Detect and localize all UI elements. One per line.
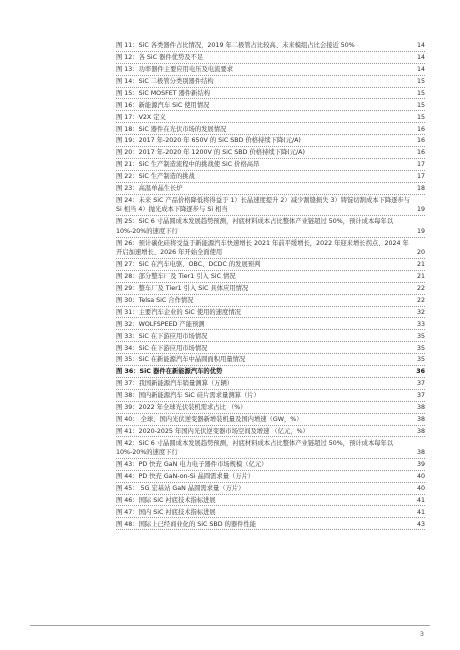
toc-entry[interactable] — [116, 483, 425, 495]
toc-entry[interactable] — [116, 123, 425, 135]
toc-entry[interactable] — [116, 378, 425, 390]
toc-entry-title: 图 46：国际 SiC 衬底技术指标进展 — [116, 496, 216, 504]
toc-entry[interactable] — [116, 259, 425, 271]
toc-entry-page: 15 — [416, 89, 425, 97]
toc-entry-page: 41 — [416, 508, 425, 516]
toc-entry-page: 41 — [416, 496, 425, 504]
toc-entry-page: 15 — [416, 113, 425, 121]
toc-entry-page: 14 — [416, 54, 425, 62]
toc-entry-page: 37 — [416, 392, 425, 400]
toc-entry-page: 14 — [416, 66, 425, 74]
toc-entry-page: 35 — [416, 356, 425, 364]
toc-entry[interactable] — [116, 64, 425, 76]
toc-entry-page: 20 — [416, 249, 425, 257]
toc-entry-page: 18 — [416, 184, 425, 192]
toc-entry[interactable] — [116, 354, 425, 366]
toc-entry[interactable] — [116, 216, 425, 237]
toc-entry-page: 16 — [416, 125, 425, 133]
toc-entry-title: 图 30：Telsa SiC 合作情况 — [116, 297, 194, 304]
toc-entry[interactable] — [116, 459, 425, 471]
toc-entry-page: 14 — [416, 42, 425, 50]
toc-entry-title: 图 11：SiC 各类器件占比情况，2019 年二极管占比较高、未来模组占比会接近 50% — [116, 42, 355, 50]
toc-entry-page: 38 — [416, 449, 425, 457]
toc-entry[interactable] — [116, 40, 425, 52]
toc-entry[interactable] — [116, 402, 425, 414]
toc-entry-title: 图 35：SiC 在新能源汽车中晶圆面积用量情况 — [116, 356, 246, 364]
toc-entry-page: 38 — [416, 415, 425, 423]
toc-entry-title: 图 43：PD 快充 GaN 电力电子器件市场规模（亿元） — [116, 461, 268, 469]
toc-entry-title: 图 34：SiC 在下游应用市场情况 — [116, 344, 208, 352]
toc-entry-page: 38 — [416, 427, 425, 435]
toc-entry-page: 40 — [416, 473, 425, 481]
toc-entry[interactable] — [116, 506, 425, 518]
footer-divider — [30, 625, 430, 626]
toc-entry[interactable] — [116, 283, 425, 295]
toc-entry-title: 图 31：主要汽车企业的 SiC 使用的速度情况 — [116, 308, 241, 316]
toc-entry[interactable] — [116, 366, 425, 378]
toc-entry-title: 图 44：PD 快充 GaN-on-Si 晶圆需求量（万片） — [116, 473, 255, 481]
toc-entry-page: 37 — [416, 380, 425, 388]
toc-entry-title: 图 25：SiC 6 寸晶圆成本发展趋势预测，衬底材料成本占比整体产业链超过 50%，预计成本每年以 10%-20%的速度下行 — [116, 218, 394, 235]
toc-entry-title: 图 36：SiC 器件在新能源汽车的优势 — [116, 368, 223, 376]
toc-entry-title: 图 40： 全球、国内光伏逆变器新增装机量及国内增速（GW，%） — [116, 415, 303, 423]
toc-entry-title: 图 20：2017 年-2020 年 1200V 的 SiC SBD 价格持续下降(元/A) — [116, 149, 305, 157]
toc-entry-title: 图 17：V2X 定义 — [116, 113, 166, 121]
toc-entry[interactable] — [116, 471, 425, 483]
toc-entry-page: 15 — [416, 101, 425, 109]
toc-entry-page: 16 — [416, 149, 425, 157]
toc-entry[interactable] — [116, 159, 425, 171]
toc-entry-title: 图 22：SiC 生产制造的挑战 — [116, 173, 195, 181]
toc-entry-title: 图 12：各 SiC 器件优势及不足 — [116, 54, 204, 62]
toc-entry-title: 图 38：国内新能源汽车 SiC 硅片需求量测算（片） — [116, 392, 260, 400]
toc-entry-title: 图 37：我国新能源汽车销量测算（万辆） — [116, 380, 234, 388]
toc-entry-page: 19 — [416, 206, 425, 214]
toc-entry-title: 图 45： 5G 宏基站 GaN 晶圆需求量（万片） — [116, 484, 245, 492]
toc-entry[interactable] — [116, 135, 425, 147]
toc-entry[interactable] — [116, 52, 425, 64]
toc-entry[interactable] — [116, 518, 425, 530]
toc-entry-title: 图 21：SiC 生产制造流程中的挑战使 SiC 价格高昂 — [116, 161, 260, 169]
toc-entry-title: 图 47：国内 SiC 衬底技术指标进展 — [116, 508, 216, 516]
toc-entry-page: 21 — [416, 273, 425, 281]
toc-entry[interactable] — [116, 88, 425, 100]
toc-entry[interactable] — [116, 426, 425, 438]
toc-entry[interactable] — [116, 99, 425, 111]
toc-entry-page: 16 — [416, 137, 425, 145]
toc-entry-page: 17 — [416, 173, 425, 181]
toc-entry[interactable] — [116, 147, 425, 159]
toc-entry-page: 32 — [416, 308, 425, 316]
toc-entry-page: 38 — [416, 404, 425, 412]
toc-entry-page: 15 — [416, 77, 425, 85]
page-number: 3 — [419, 630, 424, 638]
toc-entry-title: 图 16：新能源汽车 SiC 使用情况 — [116, 101, 210, 109]
toc-entry[interactable] — [116, 238, 425, 259]
toc-entry-title: 图 19：2017 年-2020 年 650V 的 SiC SBD 价格持续下降(元/A) — [116, 137, 301, 145]
toc-entry[interactable] — [116, 195, 425, 216]
toc-entry-title: 图 29：整车厂及 Tier1 引入 SiC 具体应用情况 — [116, 285, 249, 293]
toc-entry-title: 图 32：WOLFSPEED 产能预测 — [116, 320, 205, 328]
toc-entry-title: 图 39：2022 年全球光伏装机需求占比 （%） — [116, 404, 247, 412]
toc-entry[interactable] — [116, 307, 425, 319]
toc-entry[interactable] — [116, 414, 425, 426]
toc-entry-page: 21 — [416, 261, 425, 269]
toc-entry[interactable] — [116, 437, 425, 458]
toc-entry[interactable] — [116, 330, 425, 342]
toc-entry-title: 图 15：SiC MOSFET 器件新结构 — [116, 89, 211, 97]
toc-entry-title: 图 48：国际上已经商业化的 SiC SBD 的器件性能 — [116, 520, 257, 528]
toc-entry-title: 图 24：未来 SiC 产品价格降低将得益于 1）长晶速度提升 2）减少割缝损失 3）铸锭切割成本下降逐步与 Si 相当 4）抛光成本下降逐步与 Si 相当 — [116, 196, 411, 214]
toc-entry-title: 图 18：SiC 器件在光伏市场的发展情况 — [116, 125, 227, 133]
toc-entry-page: 40 — [416, 484, 425, 492]
toc-entry[interactable] — [116, 111, 425, 123]
toc-entry-page: 22 — [416, 285, 425, 293]
toc-entry[interactable] — [116, 390, 425, 402]
toc-entry-title: 图 42：SiC 6 寸晶圆成本发展趋势预测，衬底材料成本占比整体产业链超过 50%，预计成本每年以 10%-20%的速度下行 — [116, 439, 394, 457]
toc-entry-title: 图 26：预计碳化硅将受益于新能源汽车快速增长 2021 年前平缓增长，2022 年迎来增长拐点、2024 年开启加速增长、2026 年开始全面使用 — [116, 239, 409, 257]
toc-entry-title: 图 23：高温单晶生长炉 — [116, 184, 183, 192]
toc-entry-title: 图 28：部分整车厂及 Tier1 引入 SiC 情况 — [116, 273, 236, 281]
toc-entry-title: 图 14：SiC 二极管分类别器件结构 — [116, 77, 214, 85]
toc-entry[interactable] — [116, 76, 425, 88]
toc-entry-page: 19 — [416, 227, 425, 235]
toc-entry-page: 17 — [416, 161, 425, 169]
toc-entry[interactable] — [116, 271, 425, 283]
toc-entry[interactable] — [116, 318, 425, 330]
toc-entry-page: 22 — [416, 297, 425, 304]
table-of-figures — [116, 40, 425, 530]
toc-entry-page: 35 — [416, 344, 425, 352]
toc-entry-page: 33 — [416, 320, 425, 328]
toc-entry-title: 图 13：功率器件主要应用电压及电流要求 — [116, 66, 234, 74]
toc-entry[interactable] — [116, 295, 425, 307]
toc-entry[interactable] — [116, 183, 425, 195]
toc-entry-title: 图 33：SiC 在下游应用市场情况 — [116, 332, 208, 340]
toc-entry-page: 39 — [416, 461, 425, 469]
toc-entry-page: 36 — [416, 368, 425, 376]
toc-entry-title: 图 27：SiC 在汽车电驱、OBC、DCDC 的发展预判 — [116, 261, 261, 269]
toc-entry-title: 图 41：2020-2025 年国内光伏逆变器市场空间及增速 （亿元，%） — [116, 427, 309, 435]
toc-entry-page: 43 — [416, 520, 425, 528]
toc-entry[interactable] — [116, 171, 425, 183]
toc-entry-page: 35 — [416, 332, 425, 340]
toc-entry[interactable] — [116, 495, 425, 507]
toc-entry[interactable] — [116, 342, 425, 354]
